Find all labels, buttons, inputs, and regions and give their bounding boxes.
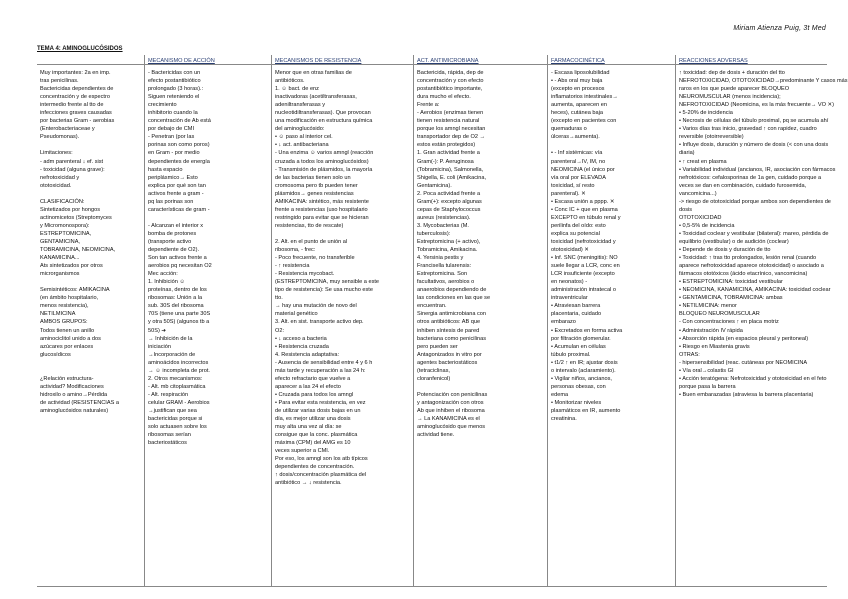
note-line: bacteriana como penicilinas [417,335,487,342]
note-line: agentes bacteriostáticos [417,359,478,366]
note-line: creatinina. [551,416,577,423]
note-line: aminociclitol unido a dos [40,335,101,342]
note-line: en neonatos) - [551,279,588,286]
note-line: Estreptomicina (+ activo), [417,238,481,245]
note-line: dosis [679,206,693,213]
note-line: otros antibióticos: AB que [417,319,481,326]
note-line: placentaria, cuidado [551,311,602,318]
note-line: efecto postantibiótico [148,78,201,85]
note-line: • Riesgo en Miastenia gravis [679,343,750,350]
column-lines [551,69,672,423]
column-antimicrobial-activity [414,55,548,586]
note-line: - Transmisión de plásmidos, la mayoría [275,166,373,173]
note-line: porque pasa la barrera [679,383,736,390]
note-line: • Depende de dosis y duración de tto [679,247,771,254]
note-line: • Excretados en forma activa [551,327,623,334]
note-line: plásmidos→ genes resistencias [275,190,354,197]
note-line: ototoxicidad) ✕ [551,247,589,254]
note-line: características de gram - [148,206,210,213]
note-line: aminoglucósido que menos [417,424,486,431]
note-line: efecto refractario que vuelve a [275,375,351,382]
note-line: Shigella, E. coli (Amikacina, [417,174,487,181]
note-line: dura mucho el efecto. [417,94,471,101]
note-line: • ESTREPTOMICINA: toxicidad vestibular [679,279,783,286]
note-line: ribosomas serían [148,432,191,439]
note-line: vancomicina...) [679,190,717,197]
note-line: explica por qué son tan [148,182,206,189]
note-line: - toxicidad (alguna grave): [40,166,105,173]
note-line: • ↑ creat en plasma [679,158,727,165]
note-line: Potenciación con penicilinas [417,391,488,398]
note-line: perilinfa del oído: esto [551,222,606,229]
note-line: • ☺ paso al interior cel. [275,134,333,141]
note-line [148,214,268,222]
note-line: edema [551,391,569,398]
note-line: inactivadoras (acetiltransferasas, [275,94,357,101]
note-line: embarazo [551,319,576,326]
note-line: anaerobios dependiendo de [417,287,487,294]
note-line: 3. Mycobacterias (M. [417,222,469,229]
note-line: • - Abs oral muy baja [551,78,603,85]
note-line: • - Inf sistémicas: vía [551,150,603,157]
note-line: • 5-20% de incidencia [679,110,733,117]
document-title: TEMA 4: AMINOGLUCÓSIDOS [37,46,123,52]
note-line: parenteral). ✕ [551,190,586,197]
note-line: • ↓ acceso a bacteria [275,335,327,342]
note-line: - Escasa liposolubilidad [551,70,610,76]
note-line: actividad tiene. [417,432,455,439]
note-line: nefrotóxicos: cefalosporinas de 1a gen, cuidado porque a [679,174,822,181]
note-line: • Inf. SNC (meningitis): NO [551,255,618,262]
note-line: (Enterobacteriaceae y [40,126,95,133]
note-line: EXCEPTO en túbulo renal y [551,214,621,221]
note-line: cromosoma pero tb pueden tener [275,182,358,189]
note-line: aminoácidos incorrectos [148,359,209,366]
column-lines [679,69,848,399]
note-line: • 0,5-5% de incidencia [679,222,735,229]
column-header [37,55,144,65]
note-line: • NETILMICINA: menor [679,303,737,310]
note-line: pq las porinas son [148,198,194,205]
note-line: sub. 30S del ribosoma [148,303,204,310]
note-line: O2: [275,327,285,334]
note-line: activos frente a gram - [148,190,204,197]
note-line: - hipersensibilidad (reac. cutáneas por NEOMICINA [679,359,808,366]
note-line: → Inhibición de la [148,335,193,342]
column-lines [275,69,410,487]
note-line: aminoglucósidos naturales) [40,407,109,414]
note-line: transportador dep de O2 → [417,134,486,141]
note-line: tto. [275,295,283,302]
note-line: • Varios días tras inicio, gravedad ↑ con rapidez, cuadro [679,126,817,133]
note-line: crecimiento [148,102,177,109]
note-line: material genético [275,311,318,318]
note-line [275,230,410,238]
author-name: Miriam Atienza Puig, 3t Med [733,25,826,32]
note-line: y antagonización con otros [417,399,484,406]
note-line: TOBRAMICINA, NEOMICINA, [40,247,116,254]
note-line: infecciones graves causadas [40,110,112,117]
note-line: • Atraviesan barrera [551,303,601,310]
note-line: porque los amngl necesitan [417,126,486,133]
note-line: - Penetran (por las [148,134,195,141]
note-line: hidroxilo o amino→Pérdida [40,391,108,398]
notes-table [37,55,848,587]
note-line: actividad? Modificaciones [40,383,104,390]
note-line: Gram(-): P. Aeruginosa [417,158,474,165]
note-line: Gentamicina). [417,182,452,189]
column-lines [40,69,141,415]
note-line: hasta espacio [148,166,183,173]
note-line: → La KANAMICINA es el [417,416,480,423]
note-line: proteínas, dentro de los [148,287,207,294]
note-line: 2. Poca actividad frente a [417,190,481,197]
note-line: 4. Yersinia pestis y [417,255,464,262]
note-line [40,190,141,198]
note-line: ↑ dosis/concentración plasmática del [275,472,367,479]
note-line: plasmáticos en IR, aumento [551,407,621,414]
note-line: ribosoma, - frec: [275,247,316,254]
note-line: Francisella tularensis: [417,263,472,270]
note-line: aureus (resistencias). [417,214,471,221]
note-line: concentración y con efecto [417,78,484,85]
note-line: • Influye dosis, duración y número de dosis (< con una dosis [679,142,829,149]
note-line: • Administración IV rápida [679,327,743,334]
note-line: o intervalo (aclaramiento). [551,367,616,374]
note-line: LCR insuficiente (excepto [551,271,615,278]
note-line: • Acción teratógena: Nefrotoxicidad y ototoxicidad en el feto [679,375,827,382]
note-line: Muy importantes: 2a en imp. [40,70,111,76]
note-line: • Toxicidad coclear y vestibular (bilateral): mareo, pérdida de [679,230,829,237]
note-line [417,383,544,391]
note-line: por debajo de CMI [148,126,195,133]
note-line: - adm parenteral ↓ ef. sist [40,158,104,165]
note-line: reversible (otoirreversible) [679,134,744,141]
note-line: personas obesas, con [551,383,606,390]
column-header: FARMACOCINÉTICA [548,55,675,65]
note-line: aumenta, aparecen en [551,102,607,109]
note-line: bactericidas porque si [148,416,203,423]
note-line: - Resistencia mycobact. [275,271,335,278]
note-line: azúcares por enlaces [40,343,94,350]
note-line: heces), cutánea baja [551,110,603,117]
note-line: 2. Alt. en el punto de unión al [275,238,348,245]
note-line: NEFROTOXICIDAD (Neomicina, es la más frecuente→ VO ✕) [679,102,835,109]
note-line: - Alcanzan el interior x [148,222,204,229]
note-line: cruzada a todos los aminoglucósidos) [275,158,369,165]
note-line: ESTREPTOMICINA, [40,230,92,237]
note-line: →Incorporación de [148,351,196,358]
note-line: Mec acción: [148,271,178,278]
note-line: resistencias, tto de rescate) [275,222,344,229]
note-line: OTRAS: [679,351,700,358]
note-line: 3. Alt. en sist. transporte activo dep. [275,319,364,326]
column-lines [148,69,268,447]
column-header: MECANISMOS DE RESISTENCIA [272,55,413,65]
note-line: explica su potencial [551,230,600,237]
note-line: dependientes de energía [148,158,210,165]
note-line: tienen resistencia natural [417,118,480,125]
note-line: inhiben síntesis de pared [417,327,480,334]
note-line: -> riesgo de ototoxicidad porque ambos son dependientes de [679,198,831,205]
note-line: túbulo proximal. [551,351,591,358]
note-line: Semisintéticos: AMIKACINA [40,287,110,294]
note-line: nefrotoxicidad y [40,174,80,181]
note-line: (Tobramicina), Salmonella, [417,166,484,173]
note-line: Menor que en otras familias de [275,70,352,76]
column-header: REACCIONES ADVERSAS [676,55,827,65]
note-line: nucleotidiltransferasas). Que provocan [275,110,371,117]
note-line: Sintetizados por hongos [40,206,101,213]
note-line: raros en los que puede aparecer BLOQUEO [679,86,790,93]
note-line: NEFROTOXICIDAD, OTOTOXICIDAD→predominante Y casos más [679,78,848,85]
column-header: MECANISMO DE ACCIÓN [145,55,271,65]
note-line: • Vigilar niños, ancianos, [551,375,612,382]
note-line: aparece nefrotoxicidad aparece ototoxicidad) o asociado a [679,263,824,270]
note-line: inflamatorios intestinales→ [551,94,618,101]
note-line: de utilizar varias dosis bajas en un [275,407,361,414]
note-line [40,359,141,367]
note-line: fármacos ototóxicos (ácido etacrínico, vancomicina) [679,271,808,278]
note-line: suele llegar a LCR, conc en [551,263,620,270]
note-line: 1. ☺ bact. de enz [275,86,319,93]
note-line: en Gram - por medio [148,150,200,157]
note-line: tipo de resistencia): Se usa mucho este [275,287,373,294]
note-line: Antagonizados in vitro por [417,351,482,358]
note-line: restringido para evitar que se hicieran [275,214,369,221]
note-line: (tetraciclinas, [417,367,450,374]
note-line: - Alt. respiración [148,391,189,398]
note-line: del aminoglucósido: [275,126,325,133]
note-line: cloranfenicol) [417,375,451,382]
note-line: - Una enzima ☺ varios amngl (reacción [275,150,374,157]
note-line: 2. Otros mecanismos: [148,375,203,382]
note-line: úlceras→aumenta). [551,134,600,141]
note-line: antibióticos. [275,78,305,85]
note-line: veces se dan en combinación, cuidado furosemida, [679,182,807,189]
note-line: AMIKACINA: sintético, más resistente [275,198,369,205]
note-line: BLOQUEO NEUROMUSCULAR [679,311,760,318]
note-line: • Necrosis de células del túbulo proximal, pq se acumula ahí [679,118,829,125]
note-line: • Resistencia cruzada [275,343,329,350]
note-line: - Alt. mb citoplasmática [148,383,206,390]
note-line [40,141,141,149]
note-line: - Ausencia de sensibilidad entre 4 y 6 h [275,359,373,366]
note-line: glucosídicos [40,351,71,358]
note-line: consigue que la conc. plasmática [275,432,358,439]
note-line: postantibiótico importante, [417,86,483,93]
note-line: 50S) ➔ [148,327,167,334]
note-line: (en ámbito hospitalario, [40,295,99,302]
note-line: Ab que inhiben el ribosoma [417,407,485,414]
note-line: administración intratecal o [551,287,616,294]
note-line: bacteriostáticos [148,440,187,447]
note-line: dependientes de concentración. [275,464,355,471]
note-line: Pseudomonas). [40,134,80,141]
note-line: más tarde y recuperación a las 24 h: [275,367,366,374]
note-line: Tobramicina, Amikacina. [417,247,478,254]
note-line: tuberculosis): [417,230,451,237]
note-line: toxicidad, sí resto [551,182,595,189]
column-adverse-reactions [676,55,848,586]
note-line: cepas de Staphylococcus [417,206,481,213]
note-line: • GENTAMICINA, TOBRAMICINA: ambas [679,295,783,302]
note-line: una modificación en estructura química [275,118,373,125]
note-line [40,367,141,375]
note-line: microrganismos [40,271,80,278]
note-line: NEUROMUSCULAR (menos incidencia); [679,94,781,101]
note-line: las condiciones en las que se [417,295,491,302]
note-line: concentración de Ab está [148,118,211,125]
note-line: y otra 50S) (algunos tb a [148,319,210,326]
note-line: Siguen reteniendo el [148,94,200,101]
note-line: dependiente de O2). [148,247,200,254]
note-line: - Con concentraciones ↑ en placa motriz [679,319,779,326]
note-line: NEOMICINA (el único por [551,166,615,173]
note-line: - ↑ resistencia [275,263,310,270]
note-line: (transporte activo [148,238,192,245]
note-line: quemaduras o [551,126,587,133]
note-line: parenteral→IV, IM, no [551,158,606,165]
note-line: • Para evitar esta resistencia, en vez [275,399,366,406]
note-line: de actividad (RESISTENCIAS a [40,399,119,406]
note-line: • Monitorizar niveles [551,399,602,406]
note-line: porinas son como poros) [148,142,210,149]
note-line: bomba de protones [148,230,197,237]
note-line: • Absorción rápida (en espacios pleural y peritoneal) [679,335,809,342]
note-line: Frente a: [417,102,440,109]
note-line: facultativos, aerobios o [417,279,475,286]
note-line: GENTAMICINA, [40,238,80,245]
note-line: Gram(+): excepto algunas [417,198,482,205]
note-line: • Cruzada para todos los amngl [275,391,354,398]
note-line: encuentran. [417,303,447,310]
note-line: Son tan activos frente a [148,255,207,262]
note-line: KANAMICINA... [40,255,80,262]
note-line: celular GRAM - Aerobios [148,399,210,406]
note-line: de las bacterias tienen solo un [275,174,351,181]
note-line: AMBOS GRUPOS: [40,319,88,326]
note-line: ribosomas: Unión a la [148,295,203,302]
note-line: → hay una mutación de novo del [275,303,357,310]
note-line: y Micromonospora): [40,222,90,229]
column-pharmacokinetics [548,55,676,586]
note-line: - Poco frecuente, no transferible [275,255,355,262]
note-line: ototoxicidad. [40,182,72,189]
note-line: por filtración glomerular. [551,335,611,342]
note-line: solo actuasen sobre los [148,424,207,431]
note-line: estos están protegidos) [417,142,476,149]
note-line: aerobios pq necesitan O2 [148,263,212,270]
note-line: aparecer a las 24 el efecto [275,383,341,390]
note-line: Por eso, los amngl son los atb típicos [275,456,368,463]
note-line: intraventricular [551,295,588,302]
note-line: adeniltransferasas y [275,102,326,109]
note-line: 1. Gran actividad frente a [417,150,480,157]
note-line: • Escasa unión a pppp. ✕ [551,198,615,205]
note-line: pero pueden ser [417,343,458,350]
note-line: → ☺ incompleta de prot. [148,367,210,374]
note-line: (excepto en procesos [551,86,605,93]
note-line: diaria) [679,150,695,157]
note-line: Todos tienen un anillo [40,327,95,334]
note-line: Ats sintetizados por otros [40,263,103,270]
column-mechanism-of-action [145,55,272,586]
note-line: Bactericida, rápida, dep de [417,70,484,76]
note-line: equilibrio (vestibular) o de audición (coclear) [679,238,789,245]
note-line: menos resistencia), [40,303,89,310]
note-line: periplásmico→ Esto [148,174,198,181]
note-line: concentración y de espectro [40,94,110,101]
note-line: NETILMICINA [40,311,76,318]
note-line [40,278,141,286]
note-line: - Bactericidas con un [148,70,201,76]
note-line [551,141,672,149]
note-line: • Conc IC + que en plasma [551,206,618,213]
note-line: • Acumulan en células [551,343,606,350]
note-line: (ESTREPTOMICINA, muy sensible a este [275,279,380,286]
note-line: • t1/2 ↑ en IR; ajustar dosis [551,359,618,366]
column-resistance [272,55,414,586]
note-line: antibiótico → ↓ resistencia. [275,480,342,487]
note-line: • Vía oral→colastis GI [679,367,734,374]
note-line: 4. Resistencia adaptativa: [275,351,340,358]
note-line: día, es mejor utilizar una dosis [275,416,351,423]
note-line: inhibitorio cuando la [148,110,198,117]
note-line: iniciación [148,343,172,350]
note-line: • ↓ act. antibacteriana [275,142,329,149]
note-line: vía oral por ELEVADA [551,174,606,181]
note-line: • Variabilidad individual (ancianos, IR, asociación con fármacos [679,166,836,173]
note-line: 1. Inhibición ☺ [148,279,186,286]
note-line: tras penicilinas. [40,78,79,85]
note-line: muy alta una vez al día: se [275,424,342,431]
note-line: prolongado (3 horas).: [148,86,204,93]
note-line: ↑ toxicidad: dep de dosis + duración del tto [679,70,785,76]
note-line: actinomicetos (Streptomyces [40,214,112,221]
note-line: • Buen embarazadas (atraviesa la barrera placentaria) [679,391,814,398]
note-line: por bacterias Gram - aerobias [40,118,115,125]
note-line: • Toxicidad: ↑ tras tto prolongados, lesión renal (cuando [679,255,817,262]
note-line: Estreptomicina. Son [417,271,468,278]
column-lines [417,69,544,439]
note-line: - Aerobios (enzimas tienen [417,110,484,117]
note-line: Sinergia antimicrobiana con [417,311,487,318]
note-line: toxicidad (nefrotoxicidad y [551,238,616,245]
note-line: frente a resistencias (uso hospitalario [275,206,368,213]
note-line: veces superior a CMI. [275,448,330,455]
column-header: ACT. ANTIMICROBIANA [414,55,547,65]
note-line: Bactericidas dependientes de [40,86,114,93]
note-line: Limitaciones: [40,150,73,157]
note-line: • NEOMICINA, KANAMICINA, AMIKACINA: toxicidad coclear [679,287,831,294]
note-line: →justifican que sea [148,407,197,414]
note-line: (excepto en pacientes con [551,118,617,125]
column-overview [37,55,145,586]
note-line: máxima (CPM) del AMG es 10 [275,440,351,447]
note-line: OTOTOXICIDAD [679,214,722,221]
note-line: ¿Relación estructura- [40,375,94,382]
note-line: 70S (tiene una parte 30S [148,311,211,318]
note-line: CLASIFICACIÓN: [40,198,85,205]
note-line: intermedio frente al tto de [40,102,104,109]
